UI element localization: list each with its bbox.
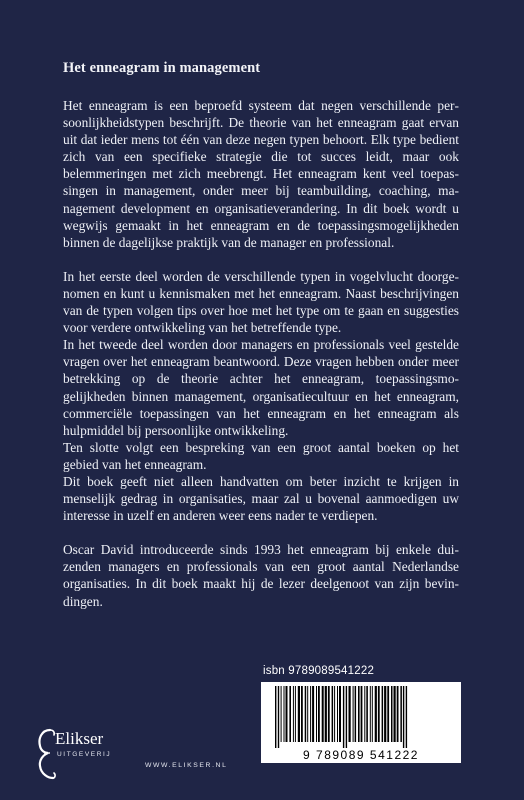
publisher-logo (34, 726, 144, 782)
barcode-bar (334, 686, 335, 742)
barcode-bar (394, 686, 396, 742)
barcode-bar (355, 686, 357, 742)
blurb-text (63, 97, 459, 610)
barcode-bar (349, 686, 351, 742)
barcode-bar (325, 686, 327, 742)
barcode-bar (358, 686, 360, 742)
barcode-bar (278, 686, 279, 748)
barcode-bar (293, 686, 294, 742)
barcode-bar (366, 686, 368, 742)
barcode-bar (387, 686, 389, 742)
barcode-bar (382, 686, 384, 742)
barcode-bar (339, 686, 341, 742)
barcode-bar (361, 686, 363, 742)
barcode-bar (397, 686, 399, 742)
blurb-paragraph-part-one: In het eerste deel worden de verschillende typen in vogelvlucht doorgenomen en kunt u kennismaken met het enneagram. Naast beschrijvingen van de typen volgen tips over hoe met het type om te gaan en suggesties voor verdere ontwikkeling van het betreffende type. (63, 268, 459, 336)
barcode-bar (370, 686, 371, 742)
publisher-subtitle: UITGEVERIJ (57, 751, 112, 758)
barcode-bar (375, 686, 377, 742)
blurb-paragraph-part-two: In het tweede deel worden door managers en professionals veel gestelde vragen over het enneagram beantwoord. Deze vragen hebben onder meer betrekking op de theorie achter het enneagram, toepassingsmogelijkheden binnen management, organisatiecultuur en het enneagram, commerciële toepassingen van het enneagram en het enneagram als hulpmiddel bij persoonlijke ontwikkeling. (63, 337, 459, 438)
author-bio: Oscar David introduceerde sinds 1993 het enneagram bij enkele duizenden managers en professionals van een groot aantal Nederlandse organisaties. In dit boek maakt hij de lezer deelgenoot van zijn bevindingen. (63, 542, 459, 609)
blurb-paragraph-books: Ten slotte volgt een bespreking van een groot aantal boeken op het gebied van het enneagram. (63, 439, 459, 472)
barcode-bar (301, 686, 303, 742)
isbn-label: isbn 9789089541222 (263, 665, 375, 677)
barcode-bar (275, 686, 276, 748)
book-title: Het enneagram in management (63, 60, 261, 76)
barcode-bar (310, 686, 311, 742)
barcode (261, 682, 461, 763)
barcode-bar (400, 686, 402, 742)
barcode-bar (406, 686, 407, 748)
barcode-bar (322, 686, 324, 742)
barcode-bar (281, 686, 282, 742)
barcode-bar (384, 686, 386, 742)
barcode-bar (305, 686, 307, 742)
barcode-bar (289, 686, 291, 742)
barcode-bar (307, 686, 308, 742)
publisher-name: Elikser (55, 729, 104, 748)
barcode-bar (353, 686, 354, 742)
barcode-bar (286, 686, 288, 742)
barcode-bar (364, 686, 365, 742)
barcode-bar (295, 686, 296, 742)
publisher-website: WWW.ELIKSER.NL (145, 762, 228, 769)
barcode-bar (378, 686, 380, 742)
barcode-bar (346, 686, 347, 748)
barcode-bar (332, 686, 334, 742)
barcode-bar (328, 686, 330, 742)
barcode-bar (316, 686, 317, 742)
barcode-digits: 9 789089 541222 (303, 748, 419, 762)
barcode-bar (372, 686, 373, 742)
blurb-paragraph-intro: Het enneagram is een beproefd systeem dat negen verschillende persoonlijkheidstypen beschrijft. De theorie van het enneagram gaat ervan uit dat ieder mens tot één van deze negen typen behoort. Elk type bedient zich van een specifieke strategie die tot succes leidt, maar ook belemmeringen met zich meebrengt. Het enneagram kent veel toepassingen in management, onder meer bij teambuilding, coaching, management development en organisatieverandering. In dit boek wordt u wegwijs gemaakt in het enneagram en de toepassingsmogelijkheden binnen de dagelijkse praktijk van de manager en professional. (63, 98, 459, 250)
barcode-bar (343, 686, 344, 748)
barcode-bar (284, 686, 285, 742)
barcode-bar (318, 686, 320, 742)
barcode-bar (391, 686, 393, 742)
blurb-paragraph-insight: Dit boek geeft niet alleen handvatten om beter inzicht te krijgen in menselijk gedrag in organisaties, maar zal u bovenal aanmoedigen uw interesse in uzelf en anderen weer eens nader te verdiepen. (63, 473, 459, 524)
barcode-bar (403, 686, 404, 748)
barcode-bar (312, 686, 314, 742)
barcode-bar (298, 686, 300, 742)
barcode-bar (337, 686, 338, 742)
barcode-icon (261, 682, 461, 748)
